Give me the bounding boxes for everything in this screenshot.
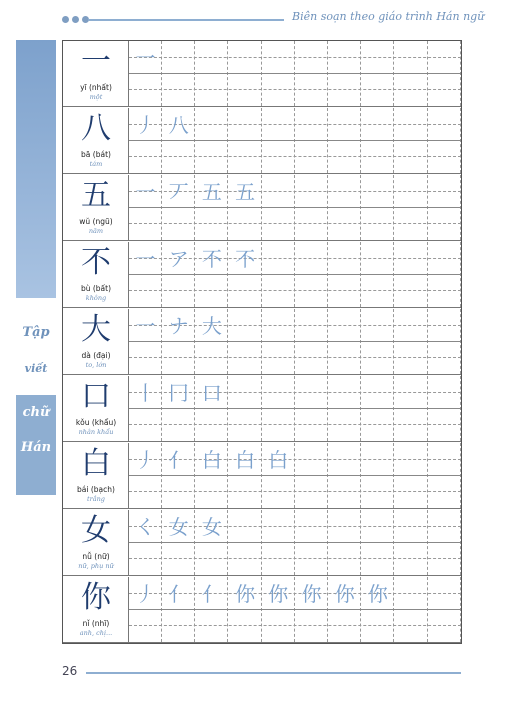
guide-line (129, 156, 461, 157)
stroke-order-glyph: 你 (367, 582, 388, 606)
stroke-order-glyph: 丿 (135, 582, 156, 606)
side-bar (16, 40, 56, 298)
stroke-order-glyph: 你 (235, 582, 256, 606)
meaning: không (85, 294, 107, 302)
mid-line (129, 73, 461, 74)
practice-grid (129, 510, 461, 575)
stroke-order-glyph: 口 (201, 381, 222, 405)
pinyin: bù (bất) (80, 284, 112, 293)
mid-line (129, 341, 461, 342)
meaning: nữ, phụ nữ (78, 562, 114, 570)
pinyin: dà (đại) (81, 351, 111, 360)
mid-line (129, 140, 461, 141)
stroke-order-glyph: 你 (301, 582, 322, 606)
guide-line (129, 290, 461, 291)
guide-line (129, 625, 461, 626)
mid-line (129, 609, 461, 610)
character-row (63, 41, 461, 107)
stroke-order-glyph: 丆 (168, 180, 189, 204)
meaning: nhân khẩu (78, 428, 114, 436)
pinyin: nǐ (nhĩ) (82, 619, 110, 628)
meaning: năm (88, 227, 104, 235)
stroke-order-glyph: 一 (135, 247, 156, 271)
stroke-order-glyph: 一 (135, 314, 156, 338)
side-word-2: viết (24, 362, 48, 375)
guide-line (129, 424, 461, 425)
stroke-order-glyph: く (135, 515, 156, 539)
guide-line (129, 357, 461, 358)
pinyin: wŭ (ngũ) (79, 217, 113, 226)
stroke-order-glyph: 白 (235, 448, 256, 472)
guide-line (129, 558, 461, 559)
stroke-order-glyph: 白 (268, 448, 289, 472)
character-label-cell (63, 175, 129, 241)
side-bar-lower (16, 395, 56, 495)
stroke-order-glyph: ア (168, 247, 189, 271)
guide-line (129, 223, 461, 224)
meaning: anh, chị... (79, 629, 113, 637)
header-title: Biên soạn theo giáo trình Hán ngữ (292, 10, 485, 23)
hanzi: 八 (81, 111, 111, 146)
character-row (63, 175, 461, 241)
mid-line (129, 207, 461, 208)
practice-grid (129, 443, 461, 508)
hanzi: 五 (81, 178, 111, 213)
character-row (63, 577, 461, 643)
stroke-order-glyph: 一 (135, 180, 156, 204)
header-rule (88, 19, 284, 21)
practice-grid (129, 41, 461, 106)
stroke-order-glyph: 你 (334, 582, 355, 606)
character-label-cell (63, 108, 129, 174)
character-label-cell (63, 510, 129, 576)
stroke-order-glyph: 冂 (168, 381, 189, 405)
practice-grid (129, 376, 461, 441)
character-row (63, 376, 461, 442)
character-label-cell (63, 41, 129, 107)
practice-grid (129, 175, 461, 240)
hanzi: 大 (81, 312, 111, 347)
hanzi: 女 (81, 513, 111, 548)
stroke-order-glyph: 五 (201, 180, 222, 204)
guide-line (129, 491, 461, 492)
stroke-order-glyph: 五 (235, 180, 256, 204)
stroke-order-glyph: 不 (235, 247, 256, 271)
side-word-4: Hán (20, 440, 52, 455)
stroke-order-glyph: 白 (201, 448, 222, 472)
stroke-order-glyph: 丨 (135, 381, 156, 405)
character-row (63, 309, 461, 375)
meaning: một (89, 93, 103, 101)
stroke-order-glyph: 八 (168, 113, 189, 137)
practice-sheet (62, 40, 462, 644)
meaning: tám (89, 160, 103, 168)
mid-line (129, 408, 461, 409)
stroke-order-glyph: 丿 (135, 448, 156, 472)
side-word-1: Tập (22, 325, 50, 340)
pinyin: yī (nhất) (80, 83, 112, 92)
character-row (63, 443, 461, 509)
character-row (63, 108, 461, 174)
header-dots (62, 16, 89, 23)
stroke-order-glyph: 女 (201, 515, 222, 539)
character-label-cell (63, 443, 129, 509)
hanzi: 不 (81, 245, 111, 280)
pinyin: nǚ (nữ) (82, 552, 110, 561)
stroke-order-glyph: 亻 (168, 448, 189, 472)
stroke-order-glyph: 亻 (201, 582, 222, 606)
character-label-cell (63, 309, 129, 375)
character-row (63, 242, 461, 308)
pinyin: kǒu (khẩu) (75, 418, 117, 427)
hanzi: 你 (81, 580, 111, 615)
mid-line (129, 274, 461, 275)
hanzi: 口 (81, 379, 111, 414)
meaning: trắng (87, 495, 105, 503)
pinyin: bái (bạch) (77, 485, 115, 494)
pinyin: bā (bát) (81, 150, 111, 159)
stroke-order-glyph: 你 (268, 582, 289, 606)
page-number: 26 (62, 664, 78, 678)
stroke-order-glyph: ナ (168, 314, 189, 338)
stroke-order-glyph: 大 (201, 314, 222, 338)
stroke-order-glyph: 一 (135, 46, 156, 70)
practice-grid (129, 108, 461, 173)
practice-grid (129, 309, 461, 374)
footer-rule (86, 672, 461, 674)
practice-grid (129, 577, 461, 642)
mid-line (129, 475, 461, 476)
stroke-order-glyph: 女 (168, 515, 189, 539)
character-row (63, 510, 461, 576)
meaning: to, lớn (85, 361, 107, 369)
stroke-order-glyph: 丿 (135, 113, 156, 137)
character-label-cell (63, 376, 129, 442)
stroke-order-glyph: 亻 (168, 582, 189, 606)
hanzi: 一 (81, 44, 111, 79)
mid-line (129, 542, 461, 543)
hanzi: 白 (81, 446, 111, 481)
guide-line (129, 57, 461, 58)
side-word-3: chữ (22, 405, 50, 420)
character-label-cell (63, 242, 129, 308)
practice-grid (129, 242, 461, 307)
stroke-order-glyph: 不 (201, 247, 222, 271)
guide-line (129, 89, 461, 90)
character-label-cell (63, 577, 129, 643)
